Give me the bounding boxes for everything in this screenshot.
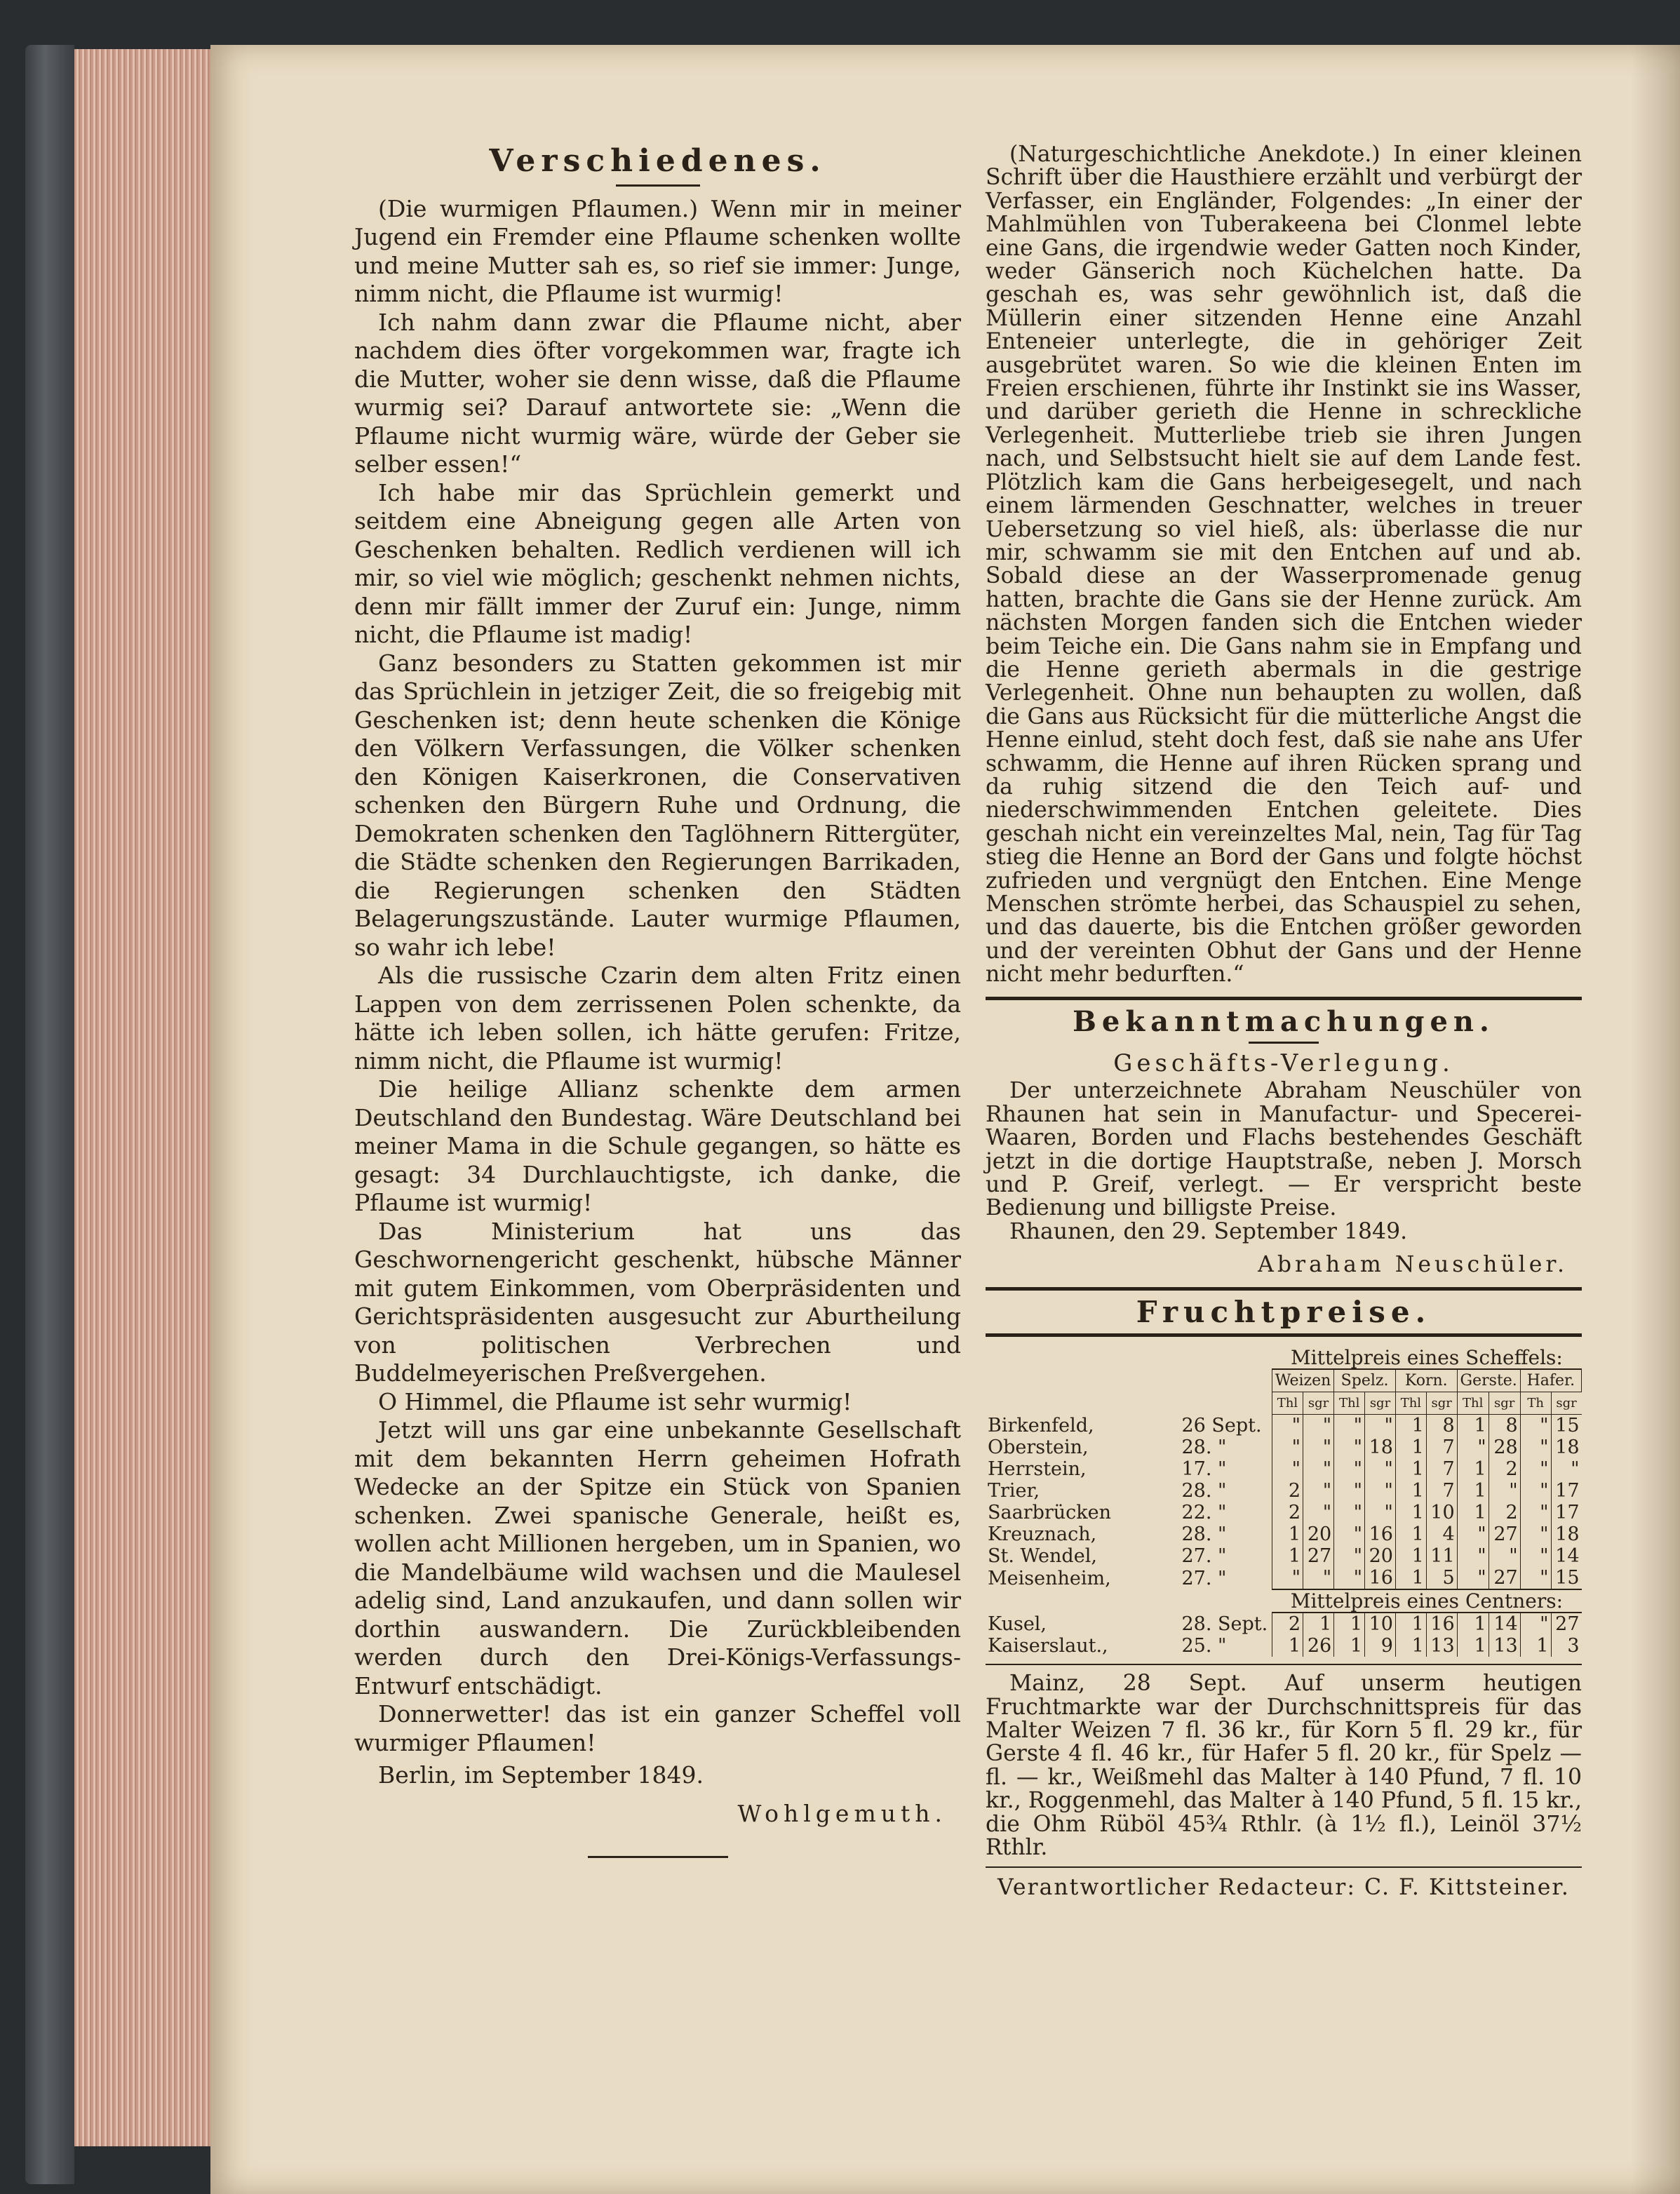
place-cell: Trier, — [988, 1480, 1040, 1502]
price-cell: 16 — [1426, 1613, 1457, 1635]
paragraph: Das Ministerium hat uns das Geschwornengericht geschenkt, hübsche Männer mit gutem Einkommen, vom Oberpräsidenten und Gerichtspräsidenten ausgesucht zur Aburtheilung von politischen Verbrechen und Buddelmeyerischen Preßvergehen. — [354, 1217, 961, 1387]
scheffel-caption: Mittelpreis eines Scheffels: — [1272, 1347, 1581, 1369]
price-cell: " — [1365, 1415, 1396, 1437]
table-row — [986, 1436, 1582, 1458]
article-signature: Wohlgemuth. — [737, 1799, 947, 1827]
footer-rule — [986, 1866, 1582, 1868]
place-cell: Kaiserslaut., — [988, 1635, 1108, 1657]
price-cell: " — [1334, 1458, 1365, 1480]
price-cell: " — [1303, 1458, 1334, 1480]
price-cell: " — [1365, 1458, 1396, 1480]
price-cell: 2 — [1272, 1480, 1303, 1502]
price-cell: " — [1334, 1480, 1365, 1502]
paragraph: Als die russische Czarin dem alten Fritz einen Lappen von dem zerrissenen Polen schenkte, da hätte ich leben sollen, ich hätte gerufen: Fritze, nimm nicht, die Pflaume ist wurmig! — [354, 962, 961, 1075]
table-row — [986, 1502, 1582, 1523]
price-cell: 1 — [1457, 1480, 1489, 1502]
price-cell: 2 — [1272, 1613, 1303, 1635]
price-cell: 15 — [1551, 1415, 1581, 1437]
notice-date: Rhaunen, den 29. September 1849. — [1009, 1218, 1408, 1244]
price-cell: " — [1334, 1436, 1365, 1458]
blank-cell — [986, 1347, 1272, 1369]
price-cell: 8 — [1489, 1415, 1520, 1437]
anecdote-paragraph: (Naturgeschichtliche Anekdote.) In einer kleinen Schrift über die Hausthiere erzählt und verbürgt der Verfasser, ein Engländer, Folgendes: „In einer der Mahlmühlen von Tuberakeena bei Clonmel lebte eine Gans, die irgendwie weder Gatten noch Kinder, weder Gänserich noch Küchelchen hatte. Da geschah es, was sehr gewöhnlich ist, daß die Müllerin einer sitzenden Henne eine Anzahl Enteneier unterlegte, die in gehöriger Zeit ausgebrütet waren. So wie die kleinen Enten im Freien erschienen, führte ihr Instinkt sie ins Wasser, und darüber gerieth die Henne in schreckliche Verlegenheit. Mutterliebe trieb sie ihren Jungen nach, und Selbstsucht hielt sie auf dem Lande fest. Plötzlich kam die Gans herbeigesegelt, und nach einem lärmenden Geschnatter, welches in treuer Uebersetzung so viel hieß, als: überlasse die nur mir, schwamm sie mit den Entchen auf und ab. Sobald diese an der Wasserpromenade genug hatten, brachte die Gans sie der Henne zurück. Am nächsten Morgen fanden sich die Entchen wieder beim Teiche ein. Die Gans nahm sie in Empfang und die Henne gerieth abermals in die gestrige Verlegenheit. Ohne nun behaupten zu wollen, daß die Gans aus Rücksicht für die mütterliche Angst die Henne einlud, steht doch fest, daß sie nahe ans Ufer schwamm, die Henne auf ihren Rücken sprang und da ruhig sitzend die den Teich auf- und niederschwimmenden Entchen geleitete. Dies geschah nicht ein vereinzeltes Mal, nein, Tag für Tag stieg die Henne an Bord der Gans und folgte höchst zufrieden und vergnügt den Entchen. Eine Menge Menschen strömte herbei, das Schauspiel zu sehen, und das dauerte, bis die Entchen größer geworden und der vereinten Obhut der Gans und der Henne nicht mehr bedurften.“ — [986, 142, 1582, 988]
date-cell: 27. " — [1181, 1545, 1227, 1568]
price-cell: " — [1334, 1567, 1365, 1589]
paragraph: Ganz besonders zu Statten gekommen ist mir das Sprüchlein in jetziger Zeit, die so freigebig mit Geschenken ist; denn heute schenken die Könige den Völkern Verfassungen, die Völker schenken den Königen Kaiserkronen, die Conservativen schenken den Bürgern Ruhe und Ordnung, die Demokraten schenken den Taglöhnern Rittergüter, die Städte schenken den Regierungen Barrikaden, die Regierungen schenken den Städten Belagerungszustände. Lauter wurmige Pflaumen, so wahr ich lebe! — [354, 649, 961, 961]
price-cell: 11 — [1426, 1545, 1457, 1567]
price-cell: " — [1303, 1567, 1334, 1589]
price-cell: 1 — [1395, 1545, 1426, 1567]
table-row — [986, 1635, 1582, 1657]
unit-header: Thl — [1395, 1392, 1426, 1415]
price-cell: 16 — [1365, 1567, 1396, 1589]
place-cell: Kusel, — [988, 1613, 1047, 1635]
unit-header: Thl — [1334, 1392, 1365, 1415]
price-cell: 1 — [1395, 1613, 1426, 1635]
price-cell: 28 — [1489, 1436, 1520, 1458]
left-column — [354, 143, 961, 1858]
price-cell: 9 — [1365, 1635, 1396, 1657]
price-cell: " — [1334, 1415, 1365, 1437]
paragraph: (Die wurmigen Pflaumen.) Wenn mir in meiner Jugend ein Fremder eine Pflaume schenken wollte und meine Mutter sah es, so rief sie immer: Junge, nimm nicht, die Pflaume ist wurmig! — [354, 194, 961, 307]
table-row — [986, 1523, 1582, 1545]
price-cell: " — [1520, 1523, 1551, 1545]
price-cell: " — [1520, 1436, 1551, 1458]
price-cell: 1 — [1395, 1458, 1426, 1480]
price-cell: 1 — [1395, 1480, 1426, 1502]
table-row — [986, 1415, 1582, 1437]
paragraph: Jetzt will uns gar eine unbekannte Gesellschaft mit dem bekannten Herrn geheimen Hofrath Wedecke an der Spitze ein Stück von Spanien schenken. Zwei spanische Generale, heißt es, wollen acht Millionen hergeben, um in Spanien, wo die Mandelbäume wild wachsen und die Maulesel adelig sind, Land anzukaufen, und dann sollen wir dorthin auswandern. Die Zurückbleibenden werden durch den Drei-Königs-Verfassungs-Entwurf entschädigt. — [354, 1416, 961, 1700]
date-cell: 28. " — [1181, 1480, 1227, 1502]
price-cell: " — [1334, 1523, 1365, 1545]
paragraph: Die heilige Allianz schenkte dem armen Deutschland den Bundestag. Wäre Deutschland bei meiner Mama in die Schule gegangen, so hätte es gesagt: 34 Durchlauchtigste, ich danke, die Pflaume ist wurmig! — [354, 1075, 961, 1216]
grain-header: Spelz. — [1334, 1369, 1396, 1392]
table-caption-row — [986, 1347, 1582, 1369]
price-cell: 3 — [1551, 1635, 1581, 1657]
price-cell: 18 — [1551, 1436, 1581, 1458]
place-cell: Meisenheim, — [988, 1567, 1111, 1589]
section-rule — [986, 1287, 1582, 1291]
price-cell: 1 — [1395, 1436, 1426, 1458]
page-stack — [74, 49, 215, 2146]
price-cell: 1 — [1457, 1635, 1489, 1657]
price-cell: " — [1303, 1502, 1334, 1523]
price-cell: 27 — [1489, 1523, 1520, 1545]
grain-price-table — [986, 1347, 1582, 1657]
paragraph: Ich nahm dann zwar die Pflaume nicht, aber nachdem dies öfter vorgekommen war, fragte ich die Mutter, woher sie denn wisse, daß die Pflaume wurmig sei? Darauf antwortete sie: „Wenn die Pflaume nicht wurmig wäre, würde der Geber sie selber essen!“ — [354, 308, 961, 478]
notice-title: Geschäfts-Verlegung. — [1113, 1049, 1454, 1078]
price-cell: 17 — [1551, 1480, 1581, 1502]
price-cell: " — [1520, 1545, 1551, 1567]
unit-header: Thl — [1457, 1392, 1489, 1415]
date-cell: 27. " — [1181, 1567, 1227, 1589]
price-cell: 1 — [1457, 1415, 1489, 1437]
end-rule — [588, 1856, 728, 1858]
unit-header-row — [986, 1392, 1582, 1415]
unit-header: Th — [1520, 1392, 1551, 1415]
price-cell: 1 — [1272, 1523, 1303, 1545]
price-cell: 1 — [1395, 1635, 1426, 1657]
price-cell: 1 — [1457, 1502, 1489, 1523]
blank-cell — [986, 1392, 1272, 1415]
heading-underline — [1249, 1042, 1319, 1044]
place-cell: Herrstein, — [988, 1458, 1087, 1481]
price-cell: 1 — [1457, 1613, 1489, 1635]
date-cell: 28. " — [1181, 1436, 1227, 1459]
date-cell: 17. " — [1181, 1458, 1227, 1481]
price-cell: 1 — [1395, 1567, 1426, 1589]
notice-text: Der unterzeichnete Abraham Neuschüler von Rhaunen hat sein in Manufactur- und Specerei-Waaren, Borden und Flachs bestehendes Geschäft jetzt in die dortige Hauptstraße, neben J. Morsch und P. Greif, verlegt. — Er verspricht beste Bedienung und billigste Preise. — [986, 1078, 1582, 1221]
price-cell: 20 — [1365, 1545, 1396, 1567]
price-cell: 15 — [1551, 1567, 1581, 1589]
price-cell: " — [1272, 1458, 1303, 1480]
place-cell: Saarbrücken — [988, 1502, 1112, 1524]
date-cell: 28. " — [1181, 1523, 1227, 1546]
table-row — [986, 1545, 1582, 1567]
price-cell: " — [1272, 1567, 1303, 1589]
price-cell: " — [1489, 1480, 1520, 1502]
notice-signature: Abraham Neuschüler. — [1258, 1252, 1568, 1278]
grain-header-row — [986, 1369, 1582, 1392]
table-rule — [986, 1664, 1582, 1665]
price-cell: 1 — [1303, 1613, 1334, 1635]
price-cell: " — [1303, 1415, 1334, 1437]
price-cell: 27 — [1551, 1613, 1581, 1635]
price-cell: 13 — [1489, 1635, 1520, 1657]
grain-header: Hafer. — [1520, 1369, 1581, 1392]
blank-cell — [986, 1369, 1272, 1392]
table-caption-row — [986, 1589, 1582, 1613]
price-cell: 17 — [1551, 1502, 1581, 1523]
mainz-market-report: Mainz, 28 Sept. Auf unserm heutigen Fruchtmarkte war der Durchschnittspreis für das Malter Weizen 7 fl. 36 kr., für Korn 5 fl. 29 kr., für Gerste 4 fl. 46 kr., für Hafer 5 fl. 20 kr., für Spelz — fl. — kr., Weißmehl das Malter à 140 Pfund, 7 fl. 10 kr., Roggenmehl, das Malter à 140 Pfund, 5 fl. 15 kr., die Ohm Rüböl 45¾ Rthlr. (à 1½ fl.), Leinöl 37½ Rthlr. — [986, 1671, 1582, 1860]
price-cell: 27 — [1303, 1545, 1334, 1567]
price-cell: 1 — [1395, 1502, 1426, 1523]
unit-header: Thl — [1272, 1392, 1303, 1415]
price-cell: " — [1489, 1545, 1520, 1567]
price-cell: " — [1334, 1545, 1365, 1567]
unit-header: sgr — [1489, 1392, 1520, 1415]
price-cell: 1 — [1520, 1635, 1551, 1657]
price-cell: 1 — [1334, 1635, 1365, 1657]
section-rule — [986, 997, 1582, 1000]
price-cell: 13 — [1426, 1635, 1457, 1657]
unit-header: sgr — [1365, 1392, 1396, 1415]
price-cell: " — [1520, 1502, 1551, 1523]
section-heading-bekanntmachungen: Bekanntmachungen. — [1073, 1004, 1495, 1038]
price-cell: 27 — [1489, 1567, 1520, 1589]
price-cell: 7 — [1426, 1458, 1457, 1480]
date-cell: 28. Sept. — [1181, 1613, 1268, 1635]
price-cell: " — [1272, 1415, 1303, 1437]
price-cell: 2 — [1489, 1502, 1520, 1523]
unit-header: sgr — [1426, 1392, 1457, 1415]
price-cell: " — [1520, 1415, 1551, 1437]
unit-header: sgr — [1303, 1392, 1334, 1415]
date-cell: 22. " — [1181, 1502, 1227, 1524]
price-cell: " — [1303, 1480, 1334, 1502]
price-cell: 1 — [1457, 1458, 1489, 1480]
newspaper-page — [210, 45, 1680, 2194]
price-cell: " — [1551, 1458, 1581, 1480]
price-cell: " — [1334, 1502, 1365, 1523]
price-cell: " — [1457, 1567, 1489, 1589]
date-cell: 26 Sept. — [1181, 1414, 1262, 1436]
editor-footer: Verantwortlicher Redacteur: C. F. Kittsteiner. — [997, 1875, 1570, 1901]
unit-header: sgr — [1551, 1392, 1581, 1415]
price-cell: 2 — [1272, 1502, 1303, 1523]
price-cell: 18 — [1551, 1523, 1581, 1545]
price-cell: 7 — [1426, 1480, 1457, 1502]
place-cell: Oberstein, — [988, 1436, 1089, 1459]
price-cell: " — [1520, 1480, 1551, 1502]
place-cell: Birkenfeld, — [988, 1414, 1094, 1436]
section-heading-fruchtpreise: Fruchtpreise. — [1136, 1294, 1432, 1329]
price-cell: " — [1457, 1523, 1489, 1545]
grain-header: Weizen — [1272, 1369, 1333, 1392]
price-cell: 14 — [1489, 1613, 1520, 1635]
price-cell: 20 — [1303, 1523, 1334, 1545]
heading-underline — [616, 184, 700, 187]
price-cell: " — [1457, 1436, 1489, 1458]
price-cell: " — [1520, 1567, 1551, 1589]
price-cell: 10 — [1365, 1613, 1396, 1635]
price-cell: 18 — [1365, 1436, 1396, 1458]
right-column — [986, 143, 1582, 1900]
price-cell: 1 — [1272, 1635, 1303, 1657]
table-row — [986, 1613, 1582, 1635]
paragraph: Ich habe mir das Sprüchlein gemerkt und seitdem eine Abneigung gegen alle Arten von Geschenken behalten. Redlich verdienen will ich mir, so viel wie möglich; geschenkt nehmen nichts, denn mir fällt immer der Zuruf ein: Junge, nimm nicht, die Pflaume ist madig! — [354, 478, 961, 648]
table-row — [986, 1567, 1582, 1589]
price-cell: 5 — [1426, 1567, 1457, 1589]
price-cell: " — [1520, 1458, 1551, 1480]
price-cell: 26 — [1303, 1635, 1334, 1657]
paragraph: Donnerwetter! das ist ein ganzer Scheffel voll wurmiger Pflaumen! — [354, 1700, 961, 1756]
price-cell: " — [1272, 1436, 1303, 1458]
grain-header: Korn. — [1395, 1369, 1457, 1392]
price-cell: " — [1520, 1613, 1551, 1635]
price-cell: 10 — [1426, 1502, 1457, 1523]
date-cell: 25. " — [1181, 1635, 1227, 1657]
grain-header: Gerste. — [1457, 1369, 1520, 1392]
blank-cell — [986, 1589, 1272, 1613]
price-cell: 1 — [1334, 1613, 1365, 1635]
book-binding — [25, 45, 74, 2184]
price-cell: 16 — [1365, 1523, 1396, 1545]
price-cell: 2 — [1489, 1458, 1520, 1480]
paragraph: O Himmel, die Pflaume ist sehr wurmig! — [378, 1387, 852, 1415]
price-cell: 1 — [1395, 1415, 1426, 1437]
place-cell: St. Wendel, — [988, 1545, 1097, 1568]
price-cell: 7 — [1426, 1436, 1457, 1458]
price-cell: 8 — [1426, 1415, 1457, 1437]
article-date: Berlin, im September 1849. — [378, 1761, 704, 1789]
price-cell: 14 — [1551, 1545, 1581, 1567]
section-rule — [986, 1333, 1582, 1337]
price-cell: " — [1365, 1502, 1396, 1523]
section-heading-verschiedenes: Verschiedenes. — [489, 143, 826, 179]
centner-caption: Mittelpreis eines Centners: — [1272, 1589, 1581, 1613]
table-row — [986, 1480, 1582, 1502]
price-cell: " — [1365, 1480, 1396, 1502]
price-cell: 1 — [1395, 1523, 1426, 1545]
table-row — [986, 1458, 1582, 1480]
price-cell: " — [1303, 1436, 1334, 1458]
price-cell: " — [1457, 1545, 1489, 1567]
place-cell: Kreuznach, — [988, 1523, 1097, 1546]
price-cell: 1 — [1272, 1545, 1303, 1567]
price-cell: 4 — [1426, 1523, 1457, 1545]
